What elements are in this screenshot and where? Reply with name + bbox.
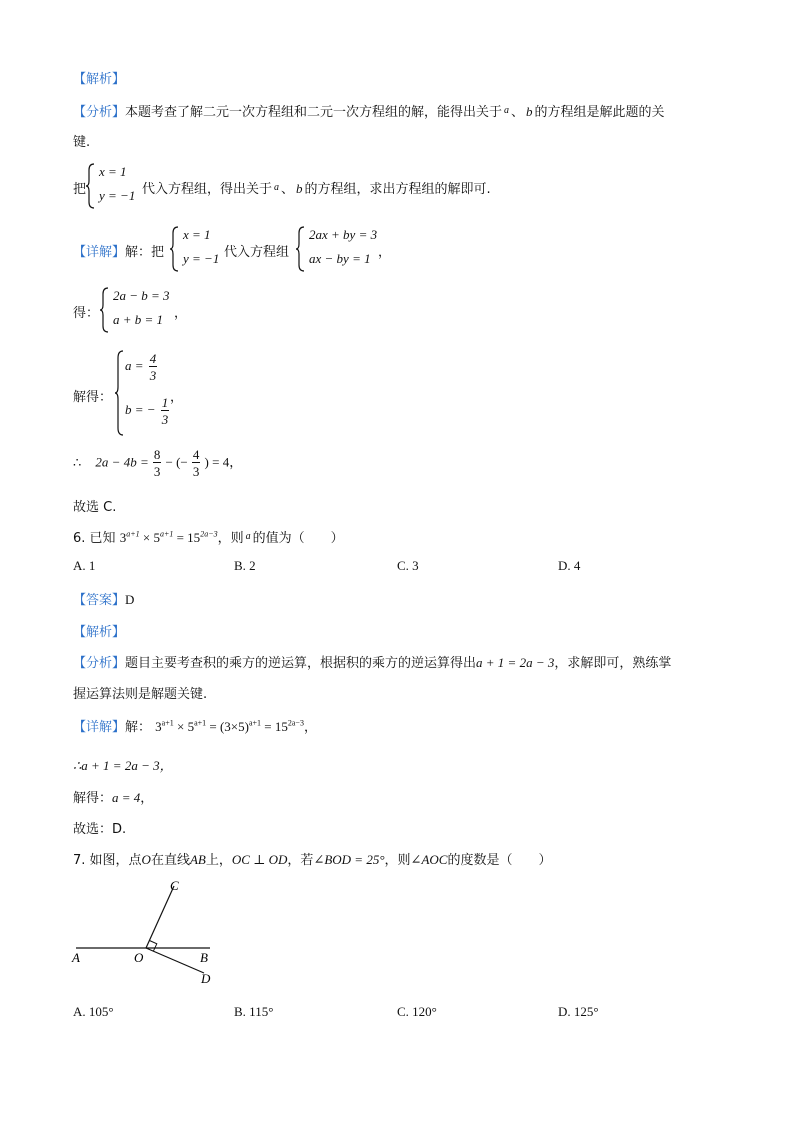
jiede-label: 解得： — [73, 390, 113, 405]
fenxi-paragraph: 【分析】本题考查了解二元一次方程组和二元一次方程组的解，能得出关于 $^a$ 、 b 的方程组是解此题的关 — [73, 104, 665, 120]
xiangjie-tag: 【详解】 — [73, 245, 126, 260]
q7-option-c[interactable]: C. 120° — [397, 1004, 437, 1019]
answer-c: 故选 C. — [73, 500, 117, 515]
q6-fenxi: 【分析】题目主要考查积的乘方的逆运算，根据积的乘方的逆运算得出a + 1 = 2a − 3，求解即可，熟练掌 — [73, 655, 672, 671]
q6-jiexi-tag: 【解析】 — [73, 625, 126, 640]
q6-option-d[interactable]: D. 4 — [558, 558, 581, 573]
label-b: B — [200, 950, 208, 965]
label-a: A — [72, 950, 80, 965]
equation-system-xy-2: x = 1 y = −1 — [170, 226, 230, 272]
q6-xiangjie: 【详解】解： $3^{a+1} \times 5^{a+1} = (3\times 5)^{a+1} = 15^{2a-3}$， — [73, 718, 317, 735]
q6-xiangjie-equation: $3^{a+1} \times 5^{a+1} = (3\times 5)^{a+1} = 15^{2a-3}$ — [155, 718, 304, 734]
question-7-stem: 7. 如图，点O在直线AB上，OC ⊥ OD，若∠BOD = 25°，则∠AOC的度数是（ ） — [73, 852, 552, 868]
q6-option-a[interactable]: A. 1 — [73, 558, 96, 573]
q6-option-c[interactable]: C. 3 — [397, 558, 419, 573]
q6-line4: 故选：D. — [73, 822, 127, 837]
solution-system: a = $\frac{4}{3}$ b = − $\frac{1}{3}$ — [115, 350, 185, 436]
de-label: 得： — [73, 306, 100, 321]
left-brace-icon — [86, 163, 96, 209]
equation-system-derived: 2a − b = 3 a + b = 1 — [100, 287, 180, 333]
ba-label: 把 — [73, 182, 87, 197]
left-brace-icon — [100, 287, 110, 333]
left-brace-icon — [296, 226, 306, 272]
label-d: D — [201, 971, 211, 986]
q6-answer: 【答案】D — [73, 592, 135, 608]
fenxi-tag: 【分析】 — [73, 105, 126, 120]
final-expression: ∴ 2a − 4b = $\frac{8}{3}$ − (− $\frac{4}{3}$ ) = 4， — [73, 447, 243, 479]
equation-system-xy: x = 1 y = −1 — [86, 163, 146, 209]
q6-line3: 解得：a = 4， — [73, 790, 154, 806]
jiexi-tag: 【解析】 — [73, 72, 126, 87]
q6-fenxi-cont: 握运算法则是解题关键. — [73, 687, 208, 702]
fenxi-text-cont: 键. — [73, 135, 91, 150]
q7-option-d[interactable]: D. 125° — [558, 1004, 599, 1019]
left-brace-icon — [115, 350, 125, 436]
q6-line2: ∴a + 1 = 2a − 3， — [73, 758, 173, 773]
q7-option-a[interactable]: A. 105° — [73, 1004, 114, 1019]
label-o: O — [134, 950, 144, 965]
daan-tag: 【答案】 — [73, 593, 126, 608]
equation-system-ab: 2ax + by = 3 ax − by = 1 — [296, 226, 396, 272]
left-brace-icon — [170, 226, 180, 272]
q7-option-b[interactable]: B. 115° — [234, 1004, 274, 1019]
daishi-sentence: 代入方程组，得出关于 $^a$ 、 b 的方程组，求出方程组的解即可. — [142, 181, 491, 197]
dairu-label: 代入方程组 — [224, 245, 290, 260]
label-c: C — [170, 878, 179, 893]
q6-option-b[interactable]: B. 2 — [234, 558, 256, 573]
ray-oc — [146, 886, 174, 948]
xiangjie-line: 【详解】解：把 — [73, 245, 165, 260]
question-6-stem: 6. 已知 $3^{a+1} \times 5^{a+1} = 15^{2a-3}$，则 $^a$ 的值为（ ） — [73, 529, 344, 546]
ray-od — [146, 948, 204, 973]
geometry-figure — [60, 872, 240, 992]
